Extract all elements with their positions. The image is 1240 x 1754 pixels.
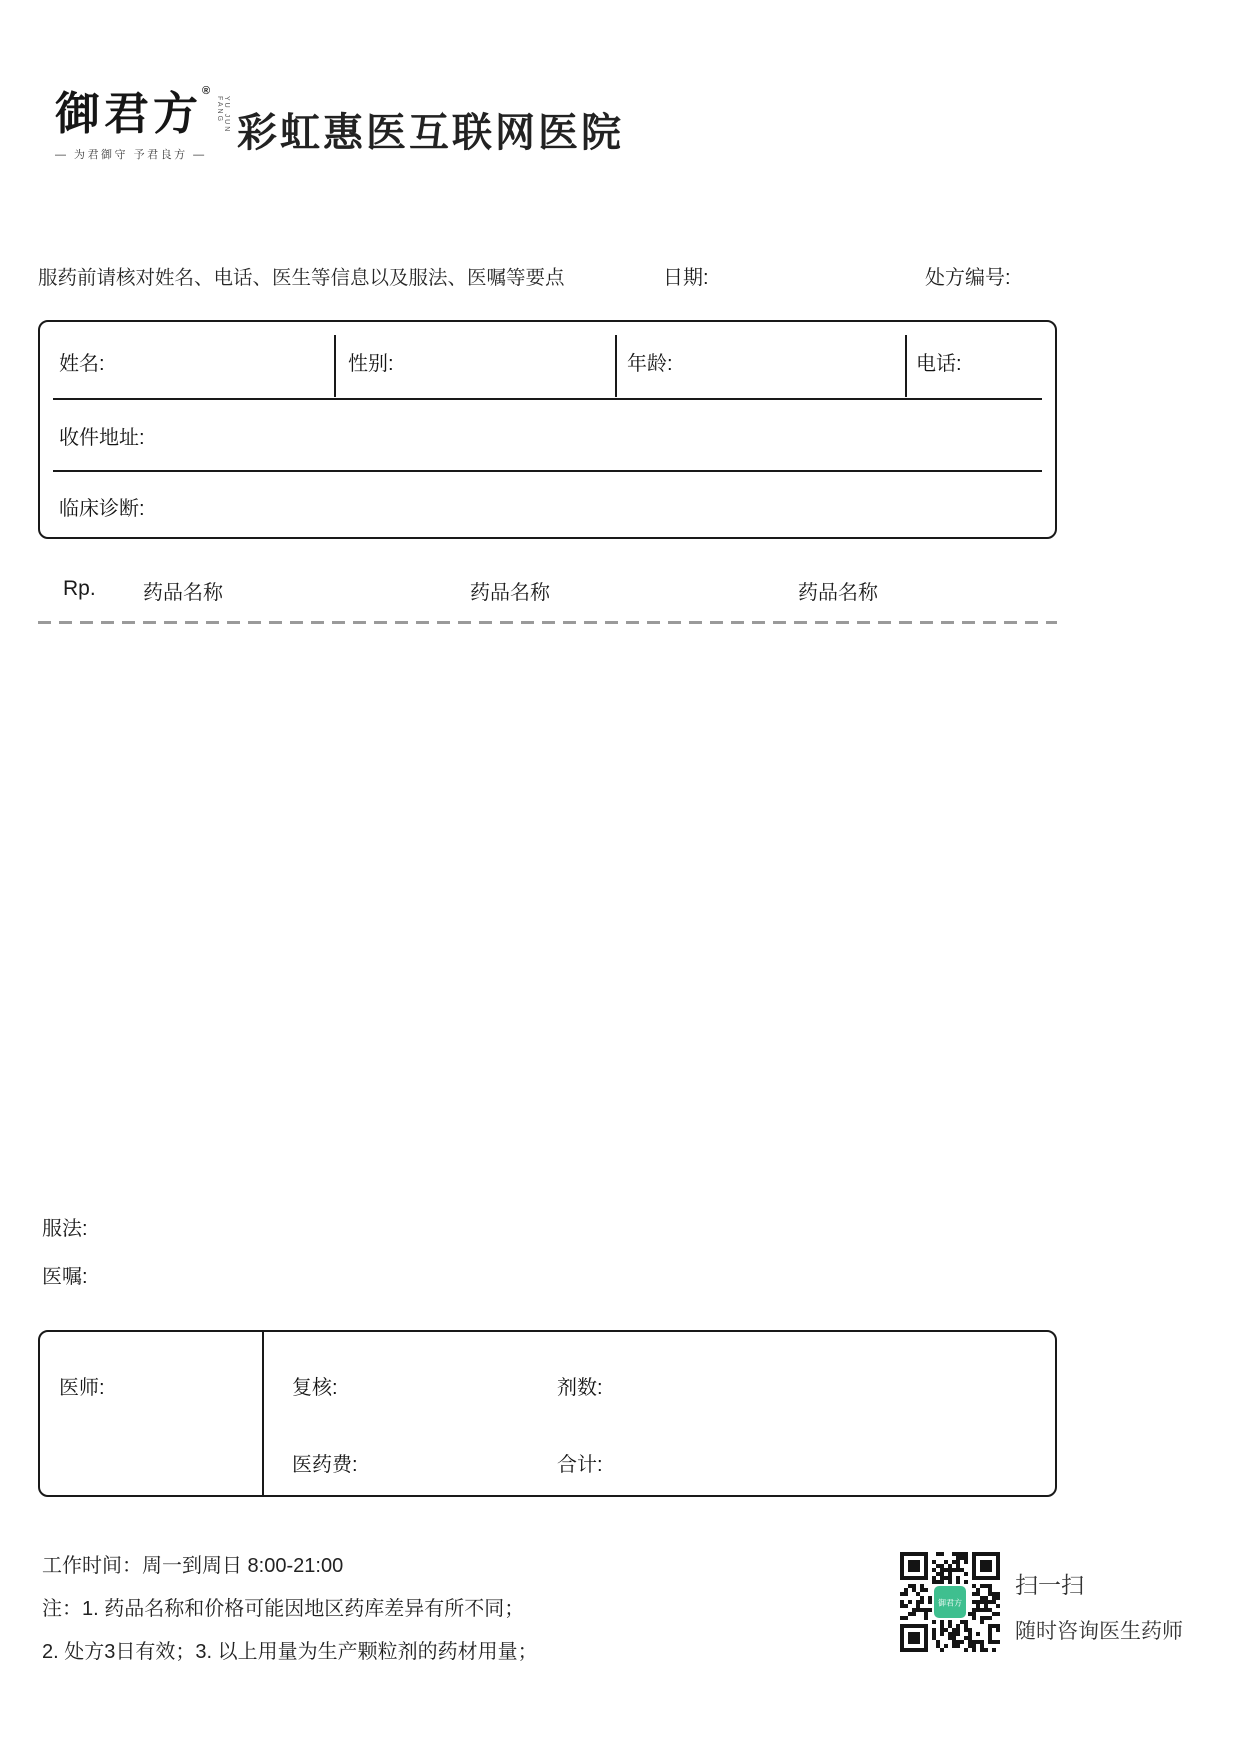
review-label: 复核: [292,1377,338,1399]
doctor-advice-label: 医嘱: [42,1266,88,1288]
logo-characters: 御君方 [55,87,203,140]
patient-info-box [38,320,1057,539]
patient-box-divider-2 [53,470,1042,472]
patient-row-basic [40,322,1055,400]
logo-text [55,85,231,140]
phone-field [905,322,1055,400]
age-label: 年龄: [627,352,673,375]
qr-center-logo: 御君方 [938,1598,962,1608]
gender-field [334,322,615,400]
doctor-label: 医师: [59,1377,105,1399]
logo-vertical-text: YU JUN FANG [215,96,231,134]
gender-label: 性别: [348,352,394,375]
brand-tagline: — 为君御守 予君良方 — [55,149,207,162]
note-line-1: 注：1. 药品名称和价格可能因地区药库差异有所不同； [42,1598,525,1620]
precheck-notice: 服药前请核对姓名、电话、医生等信息以及服法、医嘱等要点 [38,267,565,289]
age-field [615,322,905,400]
medicine-fee-label: 医药费: [292,1454,358,1476]
working-hours: 工作时间：周一到周日 8:00-21:00 [42,1555,344,1577]
dashed-separator-line [38,621,1057,624]
dose-count-label: 剂数: [557,1377,603,1399]
patient-box-divider-1 [53,398,1042,400]
name-label: 姓名: [59,352,105,375]
scan-caption: 扫一扫 [1015,1572,1084,1598]
note-line-2: 2. 处方3日有效；3. 以上用量为生产颗粒剂的药材用量； [42,1641,538,1663]
brand-logo [55,85,245,162]
scan-subcaption: 随时咨询医生药师 [1015,1620,1183,1643]
signature-box-divider [262,1332,264,1495]
signature-box [38,1330,1057,1497]
hospital-title: 彩虹惠医互联网医院 [237,111,624,155]
total-label: 合计: [557,1454,603,1476]
qr-code [900,1552,1000,1652]
qr-code-image [900,1552,1000,1652]
rp-header-row [38,576,1057,604]
drug-name-column-3: 药品名称 [798,582,878,604]
drug-name-column-2: 药品名称 [470,582,550,604]
usage-method-label: 服法: [42,1218,88,1240]
address-label: 收件地址: [59,427,145,449]
name-field [40,322,334,400]
prescription-number-label: 处方编号: [925,267,1011,289]
phone-label: 电话: [916,352,962,375]
rp-label: Rp. [63,577,96,600]
diagnosis-label: 临床诊断: [59,498,145,520]
drug-name-column-1: 药品名称 [143,582,223,604]
registered-mark-icon: ® [202,85,215,97]
date-label: 日期: [663,267,709,289]
